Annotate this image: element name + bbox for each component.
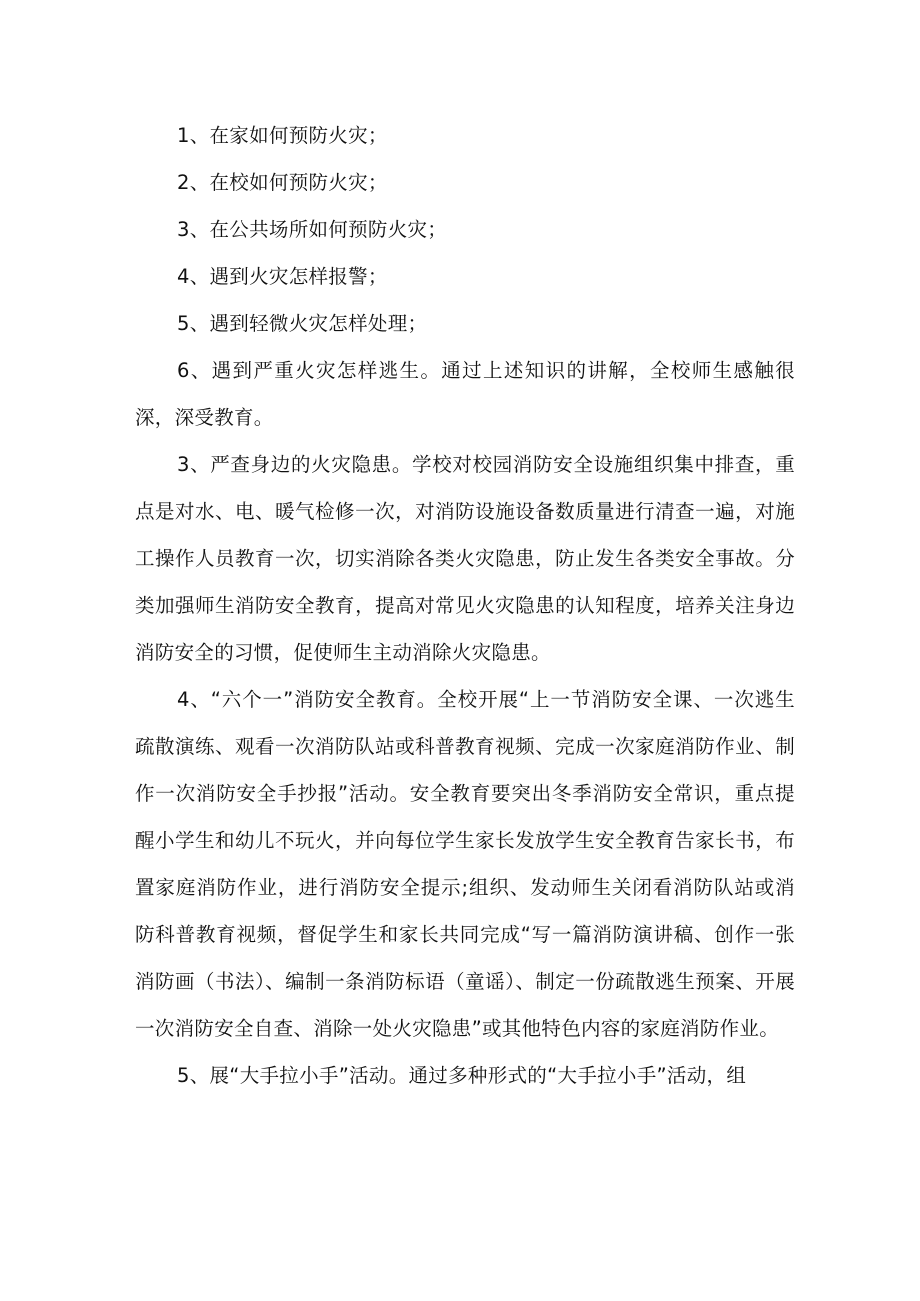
paragraph-hand-in-hand-activity: 5、展“大手拉小手”活动。通过多种形式的“大手拉小手”活动，组 [177,1064,747,1087]
list-item-home-fire-prevention: 1、在家如何预防火灾； [177,124,388,147]
paragraph-six-ones-education: 4、“六个一”消防安全教育。全校开展“上一节消防安全课、一次逃生疏散演练、观看一次消防队站或科普教育视频、完成一次家庭消防作业、制作一次消防安全手抄报”活动。安全教育要突出冬季消防安全常识，重点提醒小学生和幼儿不玩火，并向每位学生家长发放学生安全教育告家长书，布置家庭消防作业，进行消防安全提示;组织、发动师生关闭看消防队站或消防科普教育视频，督促学生和家长共同完成“写一篇消防演讲稿、创作一张消防画（书法）、编制一条消防标语（童谣）、制定一份疏散逃生预案、开展一次消防安全自查、消除一处火灾隐患”或其他特色内容的家庭消防作业。 [135,688,795,1040]
document-body [135,112,795,1099]
list-item-minor-fire-handling: 5、遇到轻微火灾怎样处理； [177,312,428,335]
paragraph-hazard-inspection: 3、严查身边的火灾隐患。学校对校园消防安全设施组织集中排查，重点是对水、电、暖气检修一次，对消防设施设备数质量进行清查一遍，对施工操作人员教育一次，切实消除各类火灾隐患，防止发生各类安全事故。分类加强师生消防安全教育，提高对常见火灾隐患的认知程度，培养关注身边消防安全的习惯，促使师生主动消除火灾隐患。 [135,453,795,664]
list-item-serious-fire-escape: 6、遇到严重火灾怎样逃生。通过上述知识的讲解，全校师生感触很深，深受教育。 [135,359,795,429]
list-item-fire-alarm: 4、遇到火灾怎样报警； [177,265,388,288]
list-item-school-fire-prevention: 2、在校如何预防火灾； [177,171,388,194]
list-item-public-place-fire-prevention: 3、在公共场所如何预防火灾； [177,218,448,241]
